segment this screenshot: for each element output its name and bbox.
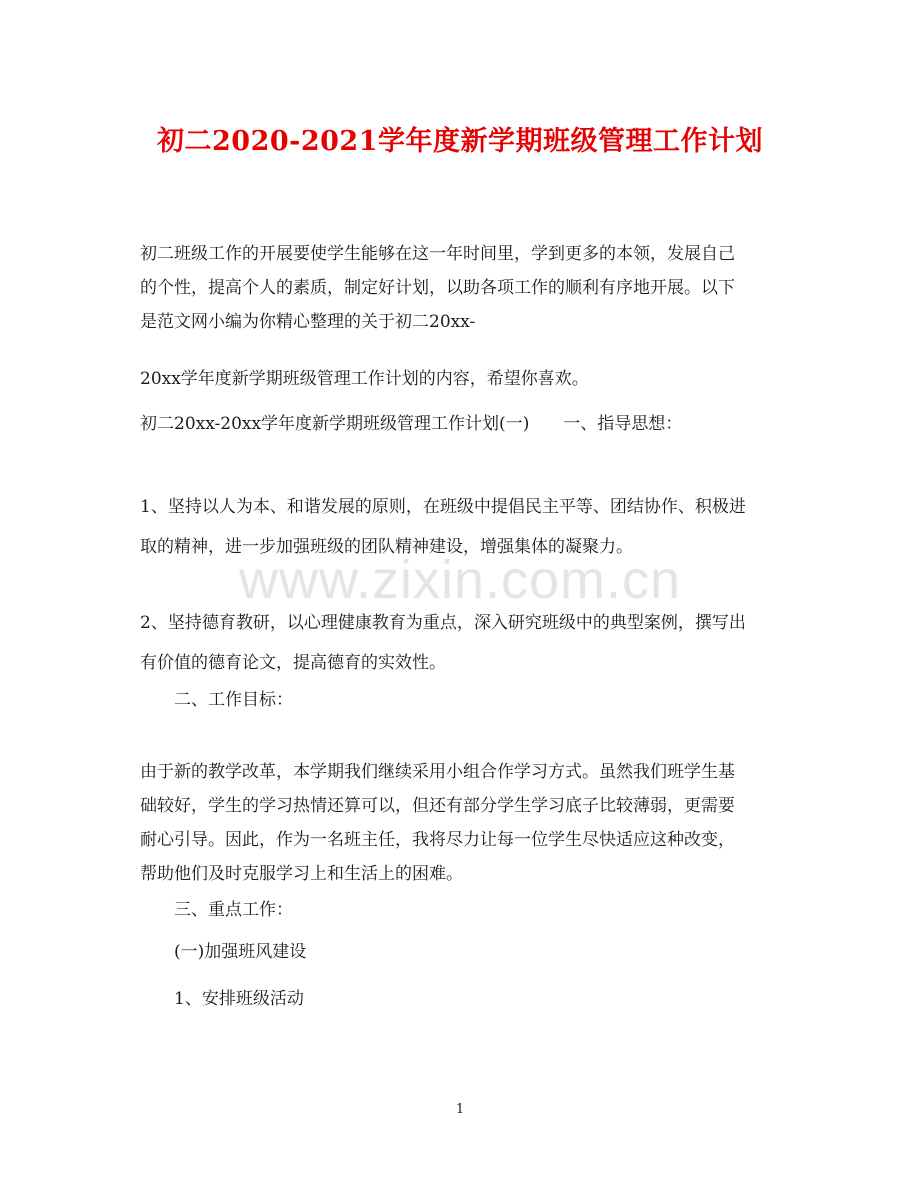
paragraph-line: 由于新的教学改革，本学期我们继续采用小组合作学习方式。虽然我们班学生基 (140, 762, 735, 782)
section-heading: 三、重点工作： (140, 900, 293, 920)
paragraph-line: 取的精神，进一步加强班级的团队精神建设，增强集体的凝聚力。 (140, 537, 633, 557)
paragraph-line: 础较好，学生的学习热情还算可以，但还有部分学生学习底子比较薄弱，更需要 (140, 796, 735, 816)
paragraph-line: 1、坚持以人为本、和谐发展的原则，在班级中提倡民主平等、团结协作、积极进 (140, 497, 746, 517)
paragraph-line: 的个性，提高个人的素质，制定好计划，以助各项工作的顺利有序地开展。以下 (140, 278, 735, 298)
list-item: 1、安排班级活动 (140, 989, 304, 1009)
section-heading: 二、工作目标： (140, 690, 293, 710)
page-number: 1 (455, 1102, 465, 1117)
paragraph-line: 耐心引导。因此，作为一名班主任，我将尽力让每一位学生尽快适应这种改变， (140, 830, 735, 850)
paragraph-line: 初二20xx-20xx学年度新学期班级管理工作计划(一) 一、指导思想： (140, 414, 683, 434)
watermark: www.zixin.com.cn (238, 550, 682, 610)
paragraph-line: 初二班级工作的开展要使学生能够在这一年时间里，学到更多的本领，发展自己 (140, 244, 735, 264)
document-title: 初二2020-2021学年度新学期班级管理工作计划 (157, 126, 763, 157)
paragraph-line: 帮助他们及时克服学习上和生活上的困难。 (140, 864, 463, 884)
subsection-heading: (一)加强班风建设 (140, 942, 307, 962)
paragraph-line: 是范文网小编为你精心整理的关于初二20xx- (140, 312, 476, 332)
paragraph-line: 20xx学年度新学期班级管理工作计划的内容，希望你喜欢。 (140, 369, 589, 389)
paragraph-line: 2、坚持德育教研，以心理健康教育为重点，深入研究班级中的典型案例，撰写出 (140, 613, 746, 633)
paragraph-line: 有价值的德育论文，提高德育的实效性。 (140, 653, 446, 673)
